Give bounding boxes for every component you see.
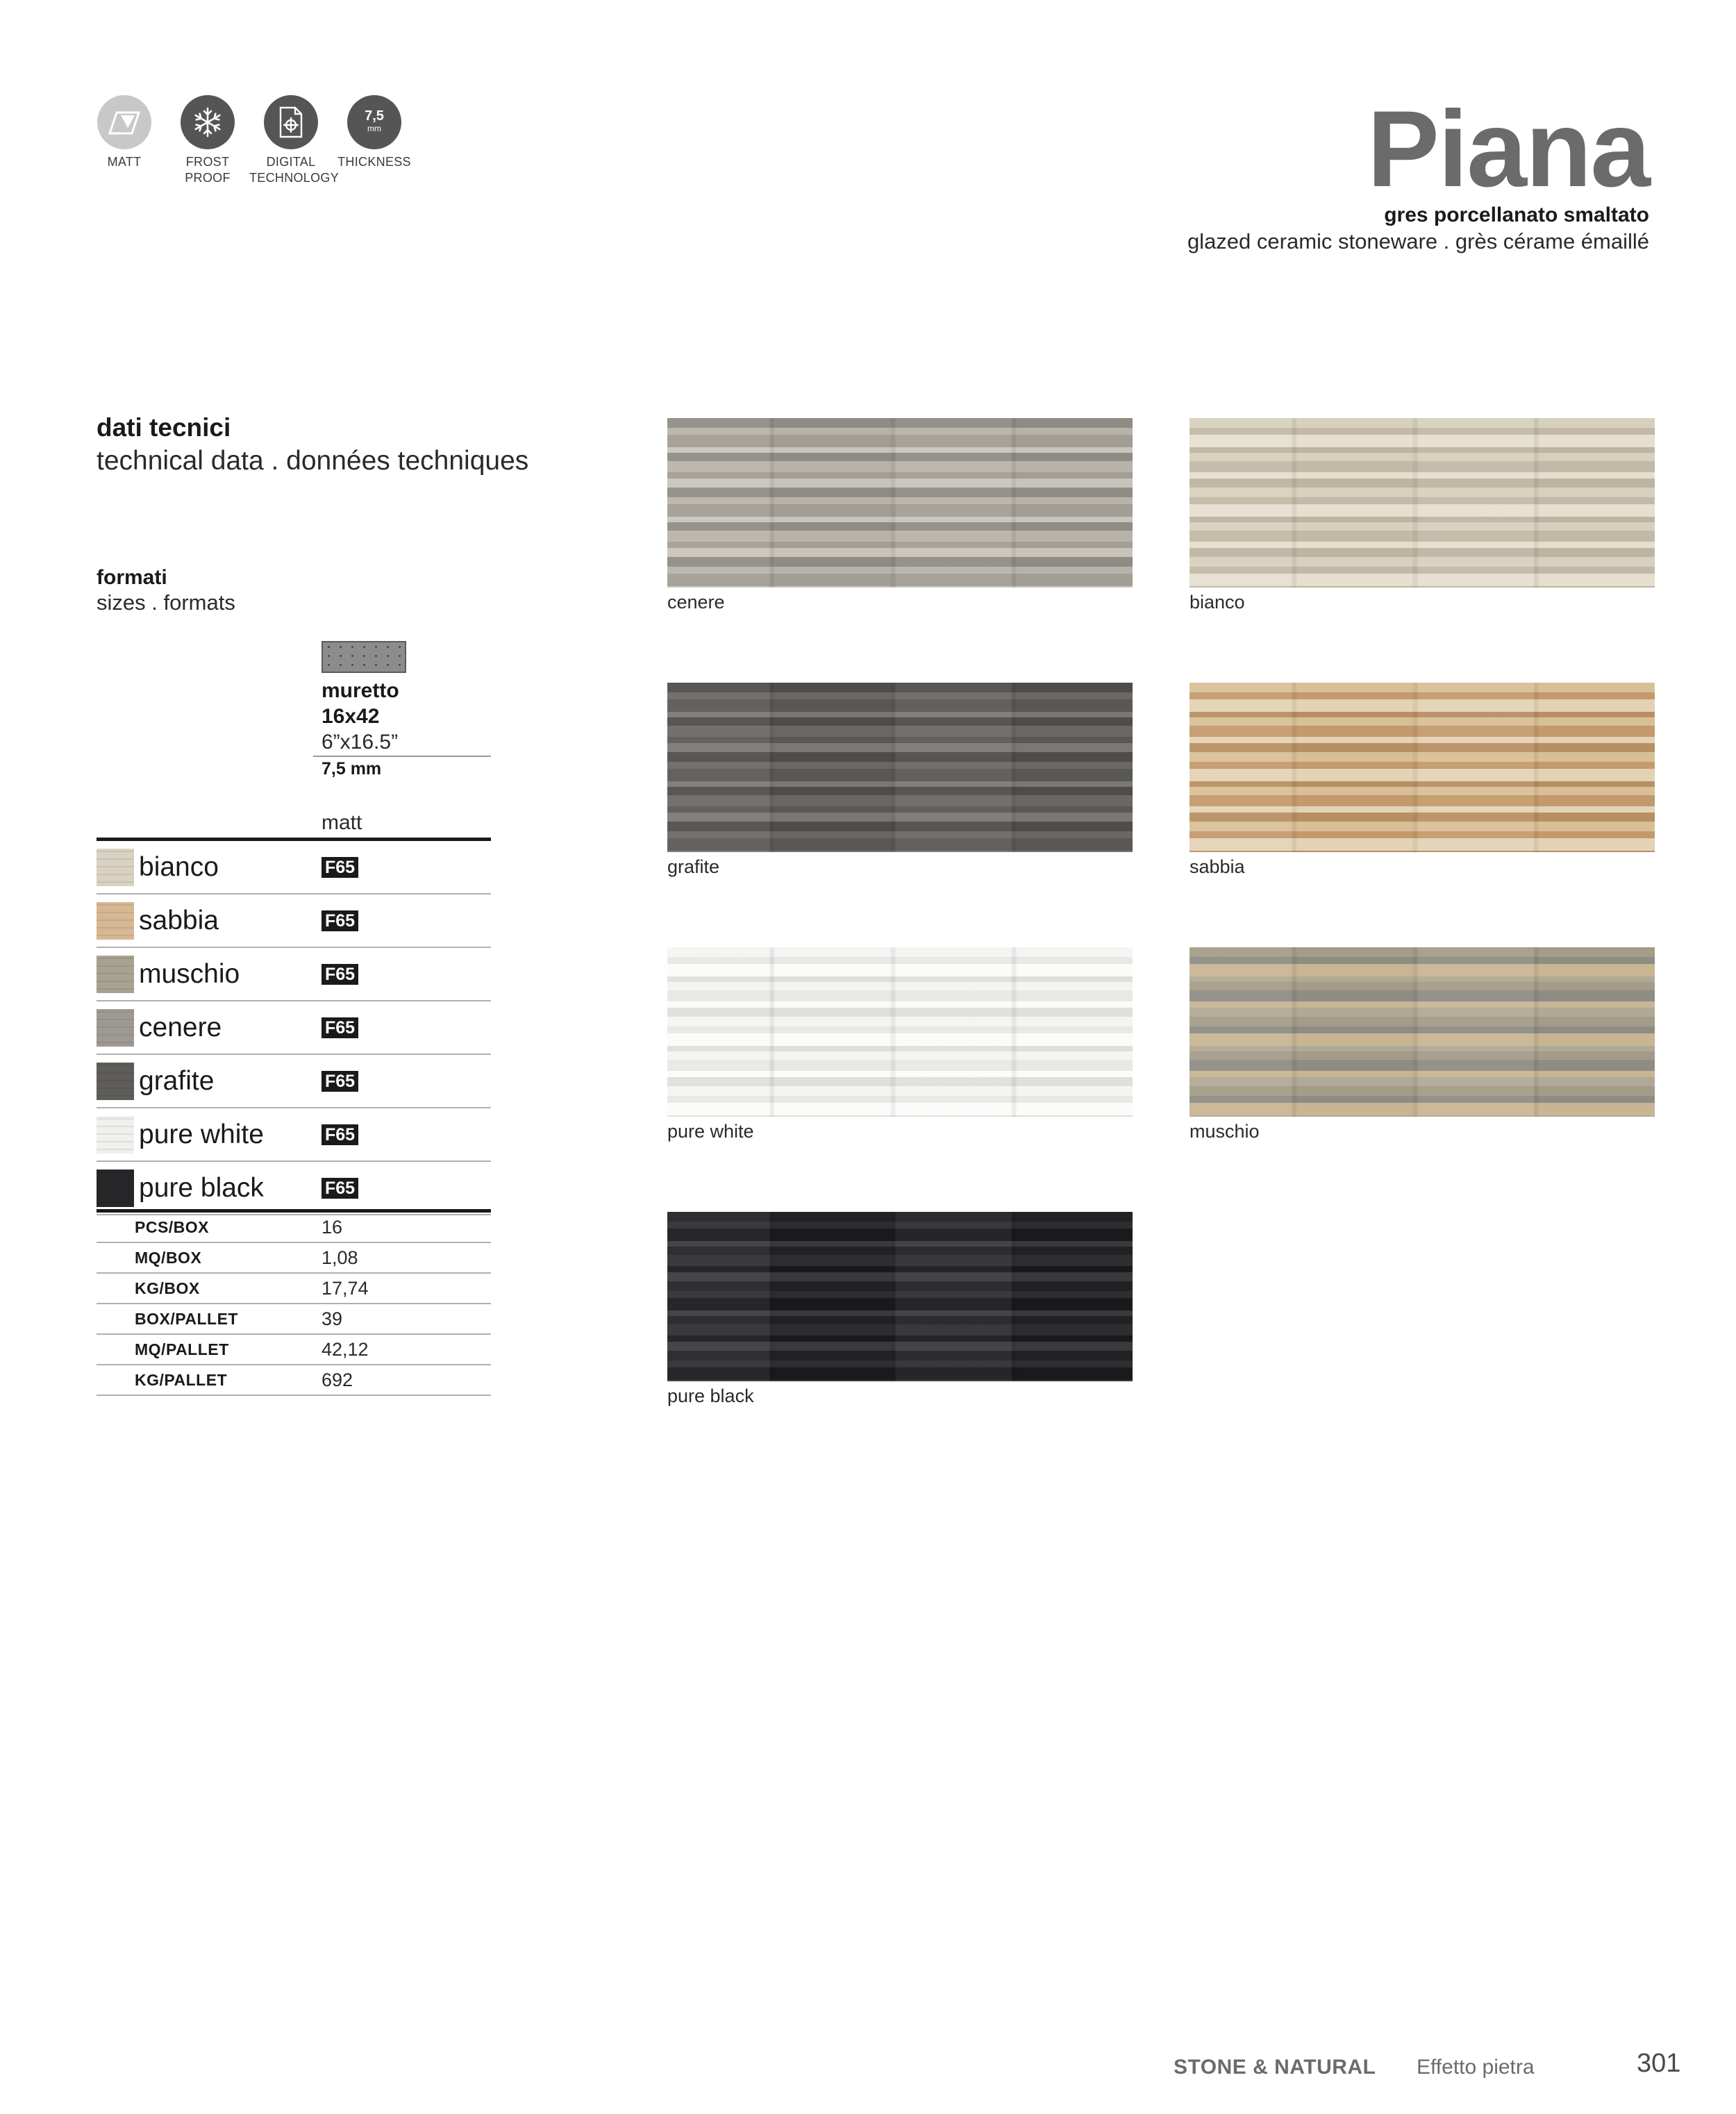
format-size-cm: 16x42 (322, 705, 380, 728)
color-name: pure black (139, 1173, 264, 1203)
packing-label: BOX/PALLET (135, 1310, 238, 1328)
packing-label: KG/BOX (135, 1279, 200, 1297)
color-code-badge: F65 (322, 1017, 358, 1038)
product-subtitle-it: gres porcellanato smaltato (1384, 203, 1649, 226)
color-row (97, 1055, 491, 1108)
format-finish: matt (322, 811, 362, 834)
tile-caption: cenere (667, 592, 725, 613)
tile-image (1190, 683, 1655, 852)
divider (313, 756, 491, 757)
feature-label: THICKNESS (337, 155, 411, 169)
tile-image (667, 947, 1133, 1117)
packing-row (97, 1243, 491, 1274)
tile-caption: grafite (667, 856, 720, 877)
color-row (97, 1162, 491, 1215)
formats-subheading: sizes . formats (97, 590, 235, 615)
feature-frost-proof (166, 95, 249, 186)
color-code-badge: F65 (322, 1178, 358, 1199)
feature-digital-technology (249, 95, 340, 186)
packing-row (97, 1304, 491, 1335)
snowflake-icon (181, 95, 235, 149)
thickness-unit: mm (367, 124, 381, 133)
feature-matt (83, 95, 166, 170)
tile-image (667, 418, 1133, 588)
tile-image (667, 683, 1133, 852)
color-row (97, 948, 491, 1001)
color-code-badge: F65 (322, 1071, 358, 1092)
matt-icon (97, 95, 151, 149)
color-code-badge: F65 (322, 857, 358, 878)
color-row (97, 841, 491, 894)
technical-subheading: technical data . données techniques (97, 446, 529, 476)
color-name: muschio (139, 959, 240, 989)
color-swatch (97, 956, 134, 993)
format-size-in: 6”x16.5” (322, 731, 399, 754)
feature-label: MATT (107, 155, 142, 169)
color-code-badge: F65 (322, 910, 358, 931)
color-name: pure white (139, 1120, 264, 1149)
feature-label: DIGITAL TECHNOLOGY (249, 155, 340, 185)
color-row (97, 894, 491, 948)
packing-value: 42,12 (322, 1339, 369, 1360)
tile-caption: muschio (1190, 1121, 1260, 1142)
tile-caption: sabbia (1190, 856, 1245, 877)
technical-heading: dati tecnici (97, 413, 231, 442)
format-thumbnail (322, 641, 406, 673)
color-row (97, 1108, 491, 1162)
page-number: 301 (1637, 2049, 1681, 2078)
feature-label: FROST PROOF (185, 155, 231, 185)
packing-label: KG/PALLET (135, 1371, 228, 1389)
packing-value: 692 (322, 1370, 353, 1390)
packing-label: MQ/PALLET (135, 1340, 229, 1358)
product-title: Piana (1367, 89, 1649, 210)
product-subtitle-en-fr: glazed ceramic stoneware . grès cérame émaillé (1187, 229, 1649, 253)
packing-row (97, 1365, 491, 1396)
packing-row (97, 1335, 491, 1365)
formats-heading: formati (97, 566, 167, 589)
color-swatch (97, 1009, 134, 1047)
color-swatch (97, 1063, 134, 1100)
tile-image (667, 1212, 1133, 1381)
color-name: sabbia (139, 906, 219, 935)
packing-row (97, 1213, 491, 1243)
packing-value: 17,74 (322, 1278, 369, 1299)
color-swatch (97, 1170, 134, 1207)
thickness-icon (347, 95, 401, 149)
footer-subcategory: Effetto pietra (1417, 2056, 1535, 2079)
color-name: cenere (139, 1013, 222, 1042)
packing-label: MQ/BOX (135, 1249, 202, 1267)
packing-value: 39 (322, 1308, 343, 1329)
color-name: bianco (139, 852, 219, 882)
color-swatch (97, 1116, 134, 1154)
tile-image (1190, 947, 1655, 1117)
color-swatch (97, 902, 134, 940)
tile-caption: pure black (667, 1385, 754, 1406)
color-code-badge: F65 (322, 964, 358, 985)
feature-thickness (333, 95, 416, 170)
format-name: muretto (322, 679, 399, 702)
packing-label: PCS/BOX (135, 1218, 210, 1236)
color-name: grafite (139, 1066, 215, 1096)
packing-value: 1,08 (322, 1247, 358, 1268)
tile-caption: pure white (667, 1121, 754, 1142)
footer-category: STONE & NATURAL (1174, 2056, 1376, 2079)
packing-value: 16 (322, 1217, 343, 1238)
color-row (97, 1001, 491, 1055)
tile-caption: bianco (1190, 592, 1245, 613)
packing-row (97, 1274, 491, 1304)
digital-technology-icon (264, 95, 318, 149)
tile-image (1190, 418, 1655, 588)
format-thickness: 7,5 mm (322, 759, 382, 779)
thickness-value: 7,5 (365, 108, 384, 124)
color-code-badge: F65 (322, 1124, 358, 1145)
color-swatch (97, 849, 134, 886)
